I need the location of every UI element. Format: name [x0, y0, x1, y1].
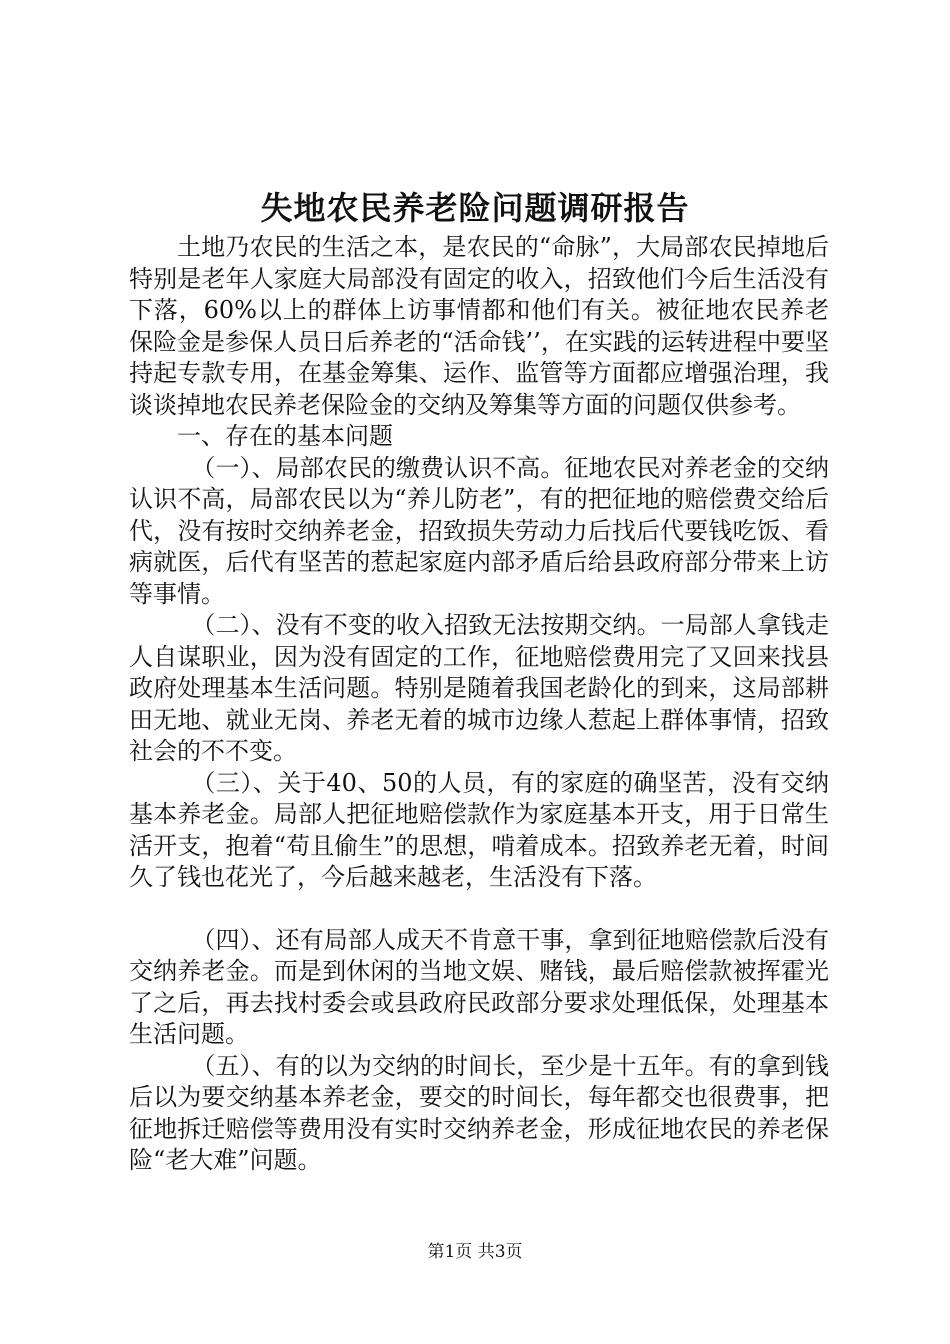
issue-paragraph-1: （一）、局部农民的缴费认识不高。征地农民对养老金的交纳认识不高，局部农民以为“养儿防老”，有的把征地的赔偿费交给后代，没有按时交纳养老金，招致损失劳动力后找后代要钱吃饭、看病就医，后代有坚苦的惹起家庭内部矛盾后给县政府部分带来上访等事情。 — [129, 453, 829, 608]
issue-paragraph-3: （三）、关于40、50的人员，有的家庭的确坚苦，没有交纳基本养老金。局部人把征地赔偿款作为家庭基本开支，用于日常生活开支，抱着“苟且偷生”的思想，啃着成本。招致养老无着，时间久了钱也花光了，今后越来越老，生活没有下落。 — [129, 768, 829, 891]
page-number-footer: 第1页 共3页 — [427, 1242, 523, 1262]
issue-paragraph-5: （五）、有的以为交纳的时间长，至少是十五年。有的拿到钱后以为要交纳基本养老金，要交的时间长，每年都交也很费事，把征地拆迁赔偿等费用没有实时交纳养老金，形成征地农民的养老保险“老大难”问题。 — [129, 1051, 829, 1174]
issue-paragraph-4: （四）、还有局部人成天不肯意干事，拿到征地赔偿款后没有交纳养老金。而是到休闲的当地文娱、赌钱，最后赔偿款被挥霍光了之后，再去找村委会或县政府民政部分要求处理低保，处理基本生活问题。 — [129, 925, 829, 1048]
paragraph-gap — [129, 894, 829, 925]
intro-paragraph: 土地乃农民的生活之本，是农民的“命脉”，大局部农民掉地后特别是老年人家庭大局部没有固定的收入，招致他们今后生活没有下落，60%以上的群体上访事情都和他们有关。被征地农民养老保险金是参保人员日后养老的“活命钱’’，在实践的运转进程中要坚持起专款专用，在基金筹集、运作、监管等方面都应增强治理，我谈谈掉地农民养老保险金的交纳及筹集等方面的问题仅供参考。 — [129, 233, 829, 419]
issue-paragraph-2: （二）、没有不变的收入招致无法按期交纳。一局部人拿钱走人自谋职业，因为没有固定的工作，征地赔偿费用完了又回来找县政府处理基本生活问题。特别是随着我国老龄化的到来，这局部耕田无地、就业无岗、养老无着的城市边缘人惹起上群体事情，招致社会的不不变。 — [129, 611, 829, 765]
document-title: 失地农民养老险问题调研报告 — [260, 189, 690, 227]
document-body — [129, 232, 829, 1177]
section-heading: 一、存在的基本问题 — [177, 422, 393, 450]
